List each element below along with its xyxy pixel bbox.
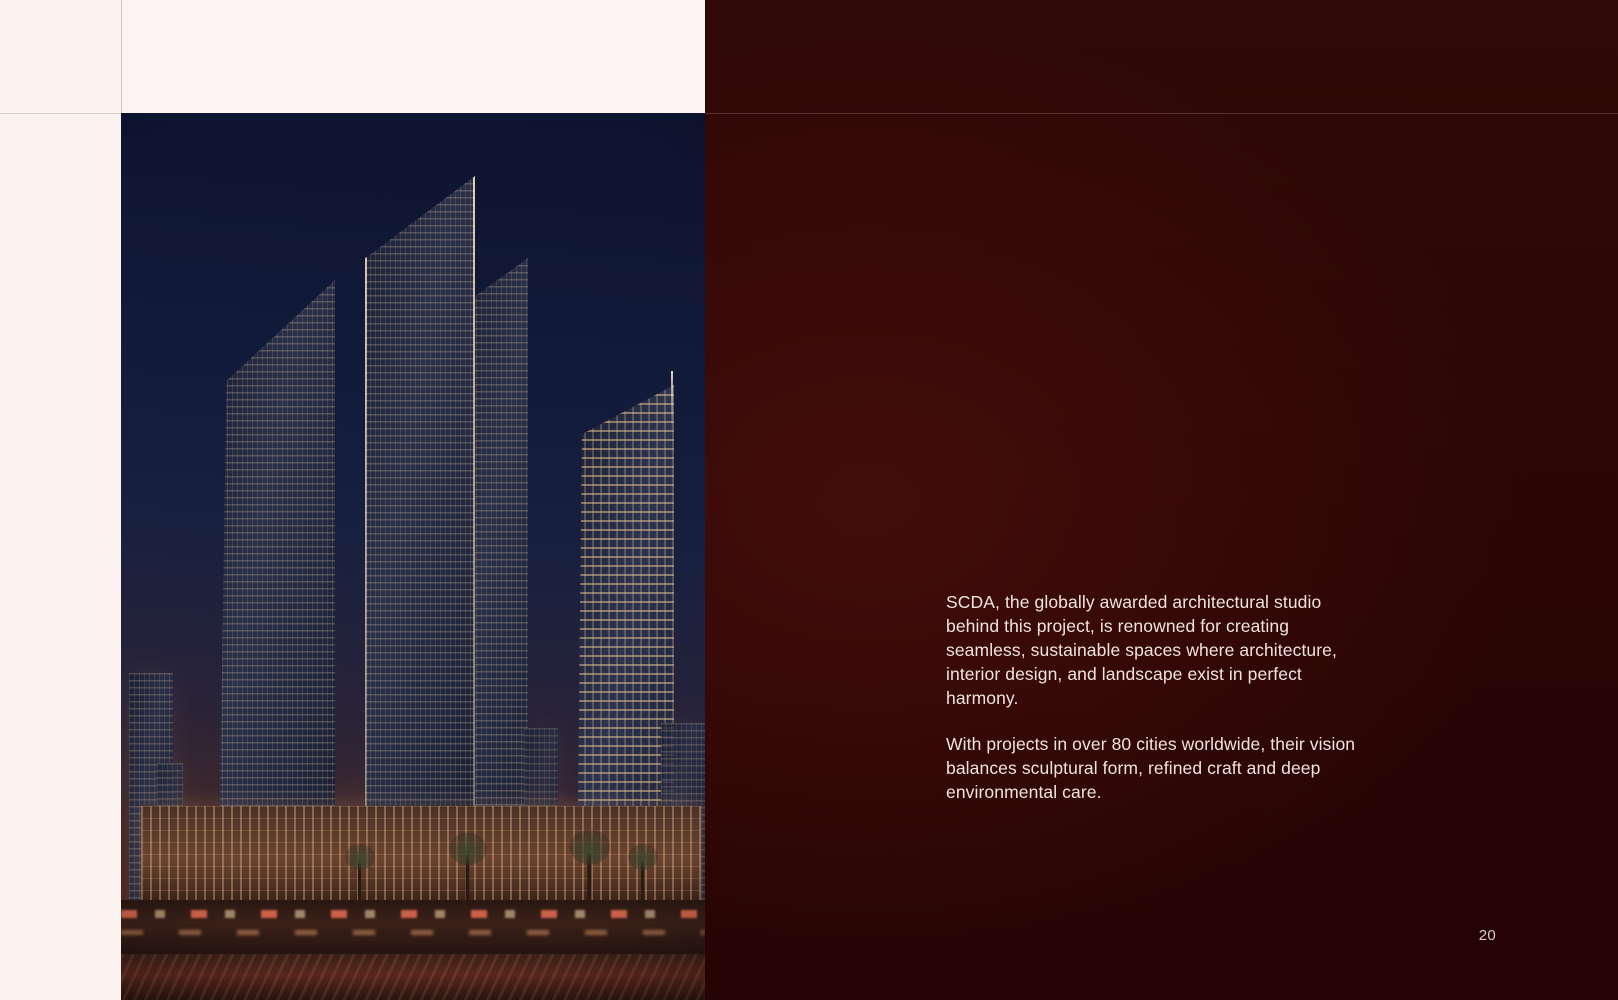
paragraph-2: With projects in over 80 cities worldwide, their vision balances sculptural form, refined craft and deep environmental care. (946, 734, 1356, 802)
paragraph-1: SCDA, the globally awarded architectural studio behind this project, is renowned for creating seamless, sustainable spaces where architecture, interior design, and landscape exist in perfect harmony. (946, 592, 1337, 708)
palm-tree (447, 833, 490, 908)
vertical-hairline-rule (121, 0, 122, 113)
palm-tree (567, 830, 613, 911)
street-with-traffic-trails (121, 900, 705, 958)
palm-tree (343, 844, 377, 904)
body-copy (946, 590, 1366, 804)
page-number: 20 (1478, 927, 1496, 944)
palm-tree (626, 844, 660, 904)
podium-base (141, 806, 701, 902)
foreground-paving (121, 954, 705, 1000)
right-page (705, 0, 1618, 1000)
antenna-spire (671, 371, 673, 431)
night-skyline-towers-photo (121, 113, 705, 1000)
